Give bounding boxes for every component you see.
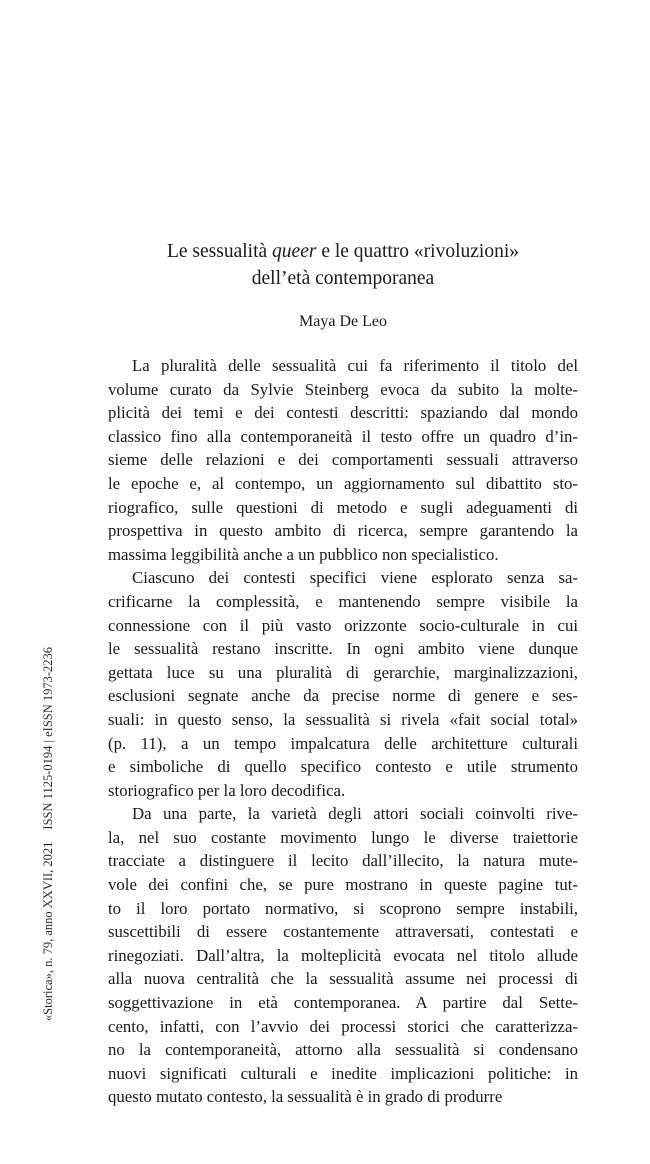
text-line: no la contemporaneità, attorno alla sessualità si condensano (108, 1040, 578, 1060)
text-line: Ciascuno dei contesti specifici viene esplorato senza sa- (132, 568, 578, 588)
title-text: e le quattro «rivoluzioni» (316, 241, 519, 262)
article-body (108, 354, 578, 1109)
text-line: riografico, sulle questioni di metodo e sugli adeguamenti di (108, 497, 578, 517)
text-line: Da una parte, la varietà degli attori sociali coinvolti rive- (132, 804, 578, 824)
text-line: nuovi significati culturali e inedite implicazioni politiche: in (108, 1063, 578, 1083)
text-line: le epoche e, al contempo, un aggiornamento sul dibattito sto- (108, 473, 578, 493)
text-line: to il loro portato normativo, si scoprono sempre instabili, (108, 898, 578, 918)
text-line: questo mutato contesto, la sessualità è in grado di produrre (108, 1087, 503, 1107)
text-line: plicità dei temi e dei contesti descritti: spaziando dal mondo (108, 403, 578, 423)
separator: | (41, 740, 55, 743)
paragraph (108, 802, 578, 1109)
text-line: suali: in questo senso, la sessualità si rivela «fait social total» (108, 709, 578, 729)
paragraph (108, 566, 578, 802)
title-line-1 (108, 238, 578, 265)
text-line: tracciate a distinguere il lecito dall’illecito, la natura mute- (108, 851, 578, 871)
text-line: le sessualità restano inscritte. In ogni ambito viene dunque (108, 639, 578, 659)
text-line: alla nuova centralità che la sessualità assume nei processi di (108, 969, 578, 989)
text-line: massima leggibilità anche a un pubblico non specialistico. (108, 544, 499, 564)
eissn: eISSN 1973-2236 (41, 646, 55, 737)
article-title (108, 238, 578, 292)
text-line: classico fino alla contemporaneità il testo offre un quadro d’in- (108, 426, 578, 446)
text-line: rinegoziati. Dall’altra, la molteplicità evocata nel titolo allude (108, 945, 578, 965)
journal-citation-sidebar (40, 581, 56, 1087)
text-line: soggettivazione in età contemporanea. A partire dal Sette- (108, 993, 578, 1013)
title-line-2: dell’età contemporanea (251, 268, 435, 289)
title-text: Le sessualità (166, 241, 273, 262)
text-line: connessione con il più vasto orizzonte socio-culturale in cui (108, 615, 578, 635)
text-line: cento, infatti, con l’avvio dei processi storici che caratterizza- (108, 1016, 578, 1036)
text-line: volume curato da Sylvie Steinberg evoca da subito la molte- (108, 379, 578, 399)
text-line: (p. 11), a un tempo impalcatura delle architetture culturali (108, 733, 578, 753)
text-line: prospettiva in questo ambito di ricerca, sempre garantendo la (108, 521, 578, 541)
text-line: la, nel suo costante movimento lungo le diverse traiettorie (108, 827, 578, 847)
text-line: La pluralità delle sessualità cui fa riferimento il titolo del (132, 356, 578, 375)
text-line: e simboliche di quello specifico contesto e utile strumento (108, 757, 578, 777)
text-line: esclusioni segnate anche da precise norme di genere e ses- (108, 686, 578, 706)
paragraph (108, 354, 578, 566)
title-emphasis: queer (272, 241, 317, 262)
text-line: suscettibili di essere costantemente attraversati, contestati e (108, 922, 578, 942)
text-line: gettata luce su una pluralità di gerarchie, marginalizzazioni, (108, 662, 578, 682)
text-line: storiografico per la loro decodifica. (108, 780, 346, 800)
journal-citation: «Storica», n. 79, anno XXVII, 2021 (41, 841, 55, 1022)
text-line: vole dei confini che, se pure mostrano in queste pagine tut- (108, 875, 578, 895)
text-line: sieme delle relazioni e dei comportamenti sessuali attraverso (108, 450, 578, 470)
text-line: crificarne la complessità, e mantenendo sempre visibile la (108, 591, 578, 611)
issn: ISSN 1125-0194 (41, 745, 55, 830)
author-name: Maya De Leo (299, 313, 387, 330)
